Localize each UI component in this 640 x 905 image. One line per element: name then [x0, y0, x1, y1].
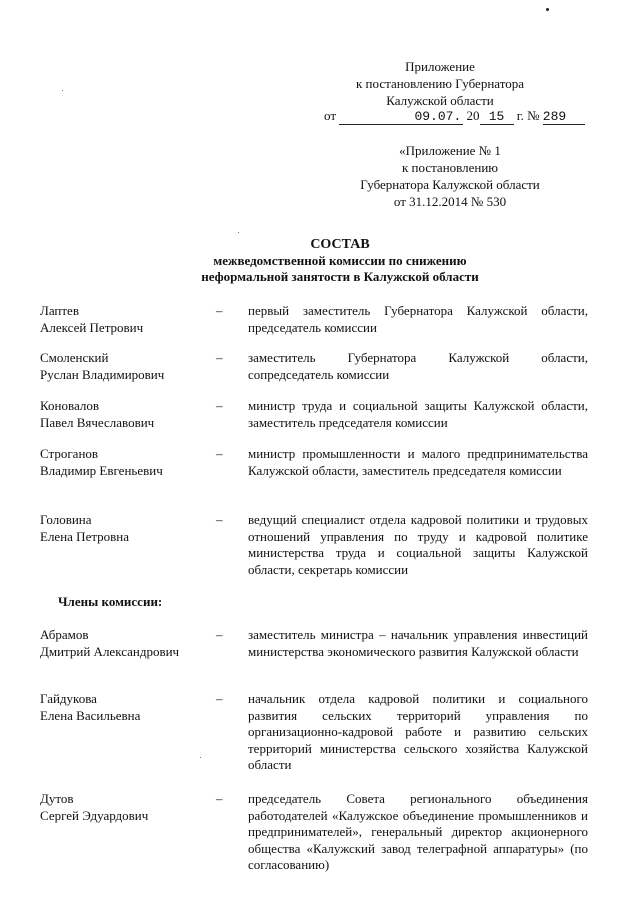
surname: Дутов: [40, 791, 74, 806]
person-role: председатель Совета регионального объединения работодателей «Калужское объединение промышленников и предпринимателей», генеральный директор акционерного общества «Калужский завод телеграфной аппаратуры» (по согласованию): [248, 791, 588, 872]
given-names: Дмитрий Александрович: [40, 643, 180, 659]
surname: Смоленский: [40, 350, 109, 365]
decree-number-field: 289: [543, 110, 585, 125]
person-name: [40, 303, 220, 336]
given-names: Алексей Петрович: [40, 319, 144, 335]
appendix1-line: «Приложение № 1: [399, 143, 501, 158]
dash: –: [216, 691, 223, 706]
dash: –: [216, 791, 223, 806]
person-role: первый заместитель Губернатора Калужской области, председатель комиссии: [248, 303, 588, 335]
dash: –: [216, 627, 223, 642]
person-name: [40, 446, 220, 479]
given-names: Владимир Евгеньевич: [40, 462, 163, 478]
person-name: [40, 691, 220, 724]
surname: Головина: [40, 512, 92, 527]
scan-speck: [62, 90, 63, 91]
appendix1-line: к постановлению: [401, 160, 499, 175]
dash: –: [216, 512, 223, 527]
person-name: [40, 350, 220, 383]
person-name: [40, 398, 220, 431]
given-names: Павел Вячеславович: [40, 414, 155, 430]
person-name: [40, 512, 220, 545]
dash: –: [216, 303, 223, 318]
surname: Строганов: [40, 446, 99, 461]
dash: –: [216, 446, 223, 461]
appendix1-line: от 31.12.2014 № 530: [393, 194, 507, 209]
person-role: министр труда и социальной защиты Калужской области, заместитель председателя комиссии: [248, 398, 588, 430]
appendix1-line: Губернатора Калужской области: [360, 177, 540, 192]
given-names: Елена Васильевна: [40, 707, 141, 723]
number-prefix: г. №: [516, 108, 540, 123]
person-role: министр промышленности и малого предпринимательства Калужской области, заместитель председателя комиссии: [248, 446, 588, 478]
surname: Лаптев: [40, 303, 79, 318]
appendix-line: Калужской области: [386, 93, 494, 108]
person-role: ведущий специалист отдела кадровой политики и трудовых отношений управления по труду и кадровой политике министерства труда и социальной защиты Калужской области, секретарь комиссии: [248, 512, 588, 577]
date-prefix: от: [324, 108, 337, 123]
person-name: [40, 791, 220, 824]
appendix-line: Приложение: [405, 59, 475, 74]
scan-dot: [546, 8, 549, 11]
year-prefix: 20: [466, 108, 480, 123]
scan-speck: [238, 232, 239, 233]
appendix-block: [300, 58, 580, 109]
title-line: СОСТАВ: [310, 237, 370, 252]
dash: –: [216, 398, 223, 413]
title-line: неформальной занятости в Калужской области: [201, 269, 479, 284]
dash: –: [216, 350, 223, 365]
surname: Абрамов: [40, 627, 89, 642]
decree-date-line: [324, 107, 585, 125]
surname: Гайдукова: [40, 691, 97, 706]
surname: Коновалов: [40, 398, 99, 413]
person-name: [40, 627, 220, 660]
given-names: Елена Петровна: [40, 528, 130, 544]
person-role: заместитель Губернатора Калужской области, сопредседатель комиссии: [248, 350, 588, 382]
scan-speck: [200, 757, 201, 758]
year-field: 15: [480, 110, 514, 125]
person-role: заместитель министра – начальник управления инвестиций министерства экономического развития Калужской области: [248, 627, 588, 659]
appendix1-block: [330, 142, 570, 210]
date-field: 09.07.: [339, 110, 463, 125]
given-names: Руслан Владимирович: [40, 366, 165, 382]
document-title: [120, 236, 560, 285]
title-line: межведомственной комиссии по снижению: [213, 253, 467, 268]
given-names: Сергей Эдуардович: [40, 807, 149, 823]
appendix-line: к постановлению Губернатора: [355, 76, 525, 91]
members-heading: Члены комиссии:: [58, 594, 163, 609]
person-role: начальник отдела кадровой политики и социального развития сельских территорий управления по организационно-кадровой работе и развитию сельских территорий министерства сельского хозяйства Калужской области: [248, 691, 588, 772]
